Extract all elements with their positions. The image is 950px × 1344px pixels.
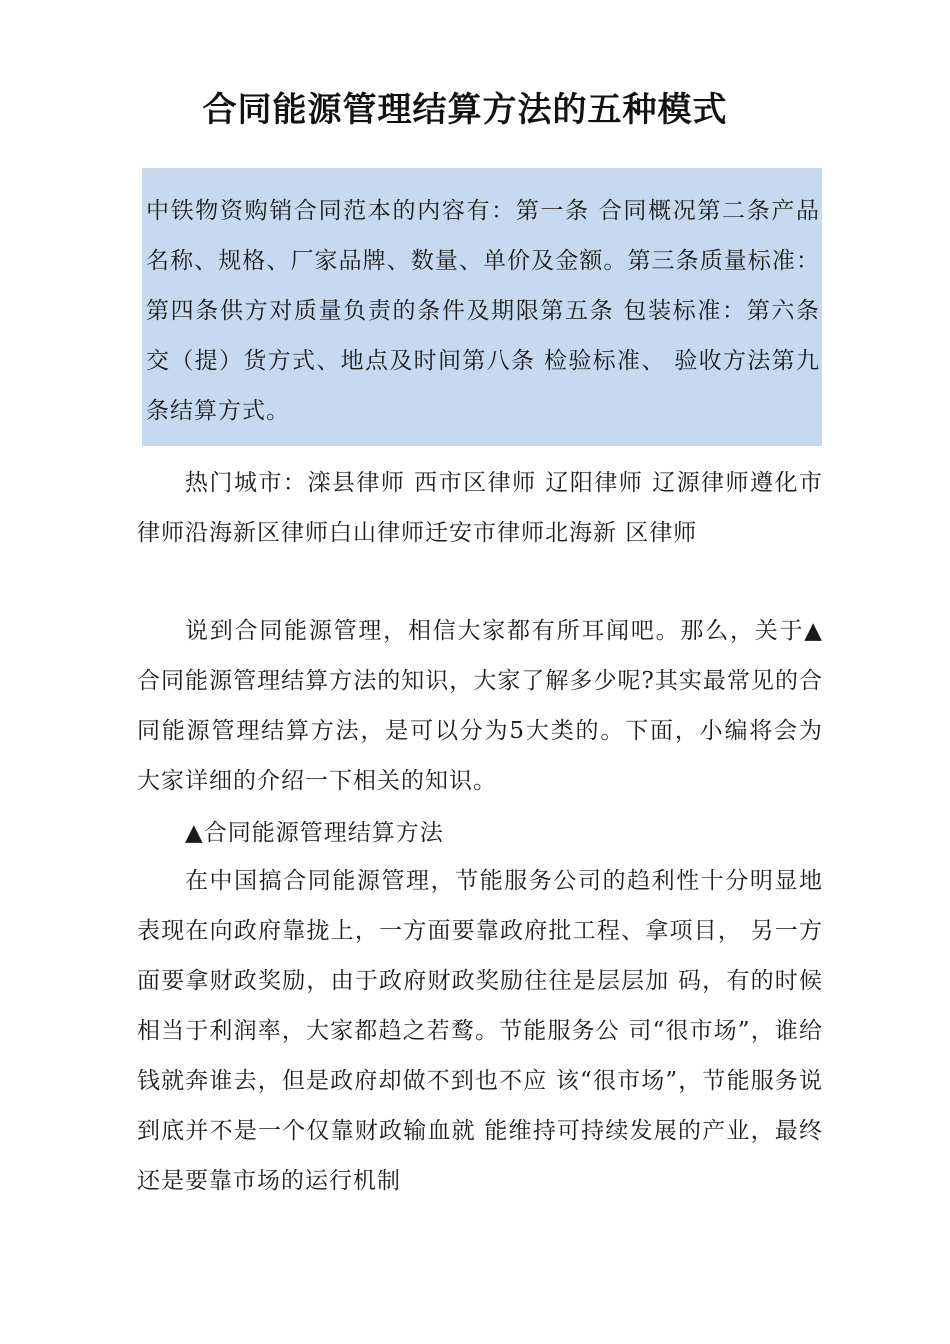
intro-paragraph: 说到合同能源管理，相信大家都有所耳闻吧。那么，关于▲合同能源管理结算方法的知识，大家了解多少呢?其实最常见的合同能源管理结算方法，是可以分为5大类的。下面，小编将会为大家详细的介绍一下相关的知识。 [137,618,823,794]
summary-box [142,168,822,446]
body-paragraph: 在中国搞合同能源管理，节能服务公司的趋利性十分明显地表现在向政府靠拢上，一方面要靠政府批工程、拿项目， 另一方面要拿财政奖励，由于政府财政奖励往往是层层加 码，有的时候相当于利润率，大家都趋之若鹜。节能服务公 司“很市场”，谁给钱就奔谁去，但是政府却做不到也不应 该“很市场”，节能服务说到底并不是一个仅靠财政输血就 能维持可持续发展的产业，最终还是要靠市场的运行机制 [137,868,823,1194]
summary-text: 中铁物资购销合同范本的内容有：第一条 合同概况第二条产品名称、规格、厂家品牌、数量、单价及金额。第三条质量标准：第四条供方对质量负责的条件及期限第五条 包装标准：第六条 交（提）货方式、地点及时间第八条 检验标准、 验收方法第九条结算方式。 [146,198,820,424]
section-heading: ▲合同能源管理结算方法 [185,820,444,846]
document-title: 合同能源管理结算方法的五种模式 [202,90,728,130]
hot-cities-text: 热门城市：滦县律师 西市区律师 辽阳律师 辽源律师遵化市律师沿海新区律师白山律师迁安市律师北海新 区律师 [137,470,823,546]
